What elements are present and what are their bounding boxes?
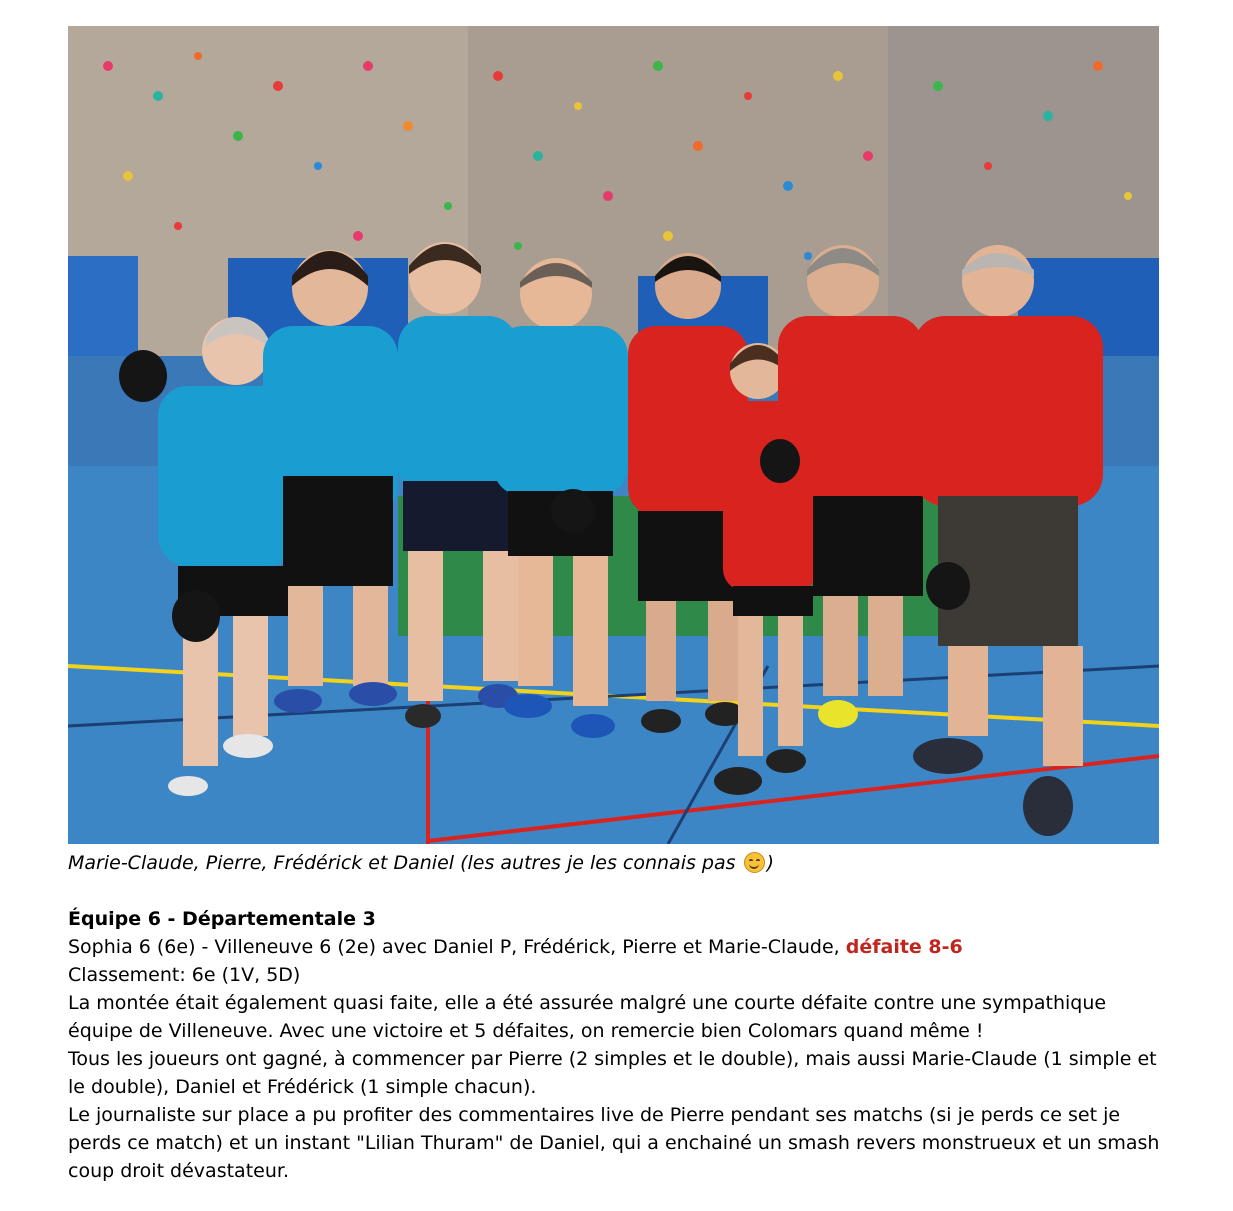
report-paragraph-1: La montée était également quasi faite, elle a été assurée malgré une courte défaite contre une sympathique équipe de Villeneuve. Avec une victoire et 5 défaites, on remercie bien Colomars quand même ! [68, 992, 1107, 1042]
match-line-text: Sophia 6 (6e) - Villeneuve 6 (2e) avec Daniel P, Frédérick, Pierre et Marie-Claude, [68, 936, 846, 958]
team-heading: Équipe 6 - Départementale 3 [68, 908, 376, 930]
team-photo [68, 26, 1159, 844]
match-result: défaite 8-6 [845, 936, 963, 958]
report-paragraph-2: Tous les joueurs ont gagné, à commencer par Pierre (2 simples et le double), mais aussi Marie-Claude (1 simple et le double), Daniel et Frédérick (1 simple chacun). [68, 1048, 1157, 1098]
photo-caption [68, 850, 1168, 876]
match-line [68, 933, 1163, 961]
caption-text: Marie-Claude, Pierre, Frédérick et Daniel (les autres je les connais pas [68, 852, 742, 874]
caption-closing: ) [766, 852, 774, 874]
standing-line: Classement: 6e (1V, 5D) [68, 964, 301, 986]
report-paragraph-3: Le journaliste sur place a pu profiter des commentaires live de Pierre pendant ses matchs (si je perds ce set je perds ce match) et un instant "Lilian Thuram" de Daniel, qui a enchainé un smash revers monstrueux et un smash coup droit dévastateur. [68, 1104, 1160, 1182]
smiling-face-icon [744, 852, 765, 873]
match-report [68, 905, 1163, 1185]
team-photo-illustration [68, 26, 1159, 844]
